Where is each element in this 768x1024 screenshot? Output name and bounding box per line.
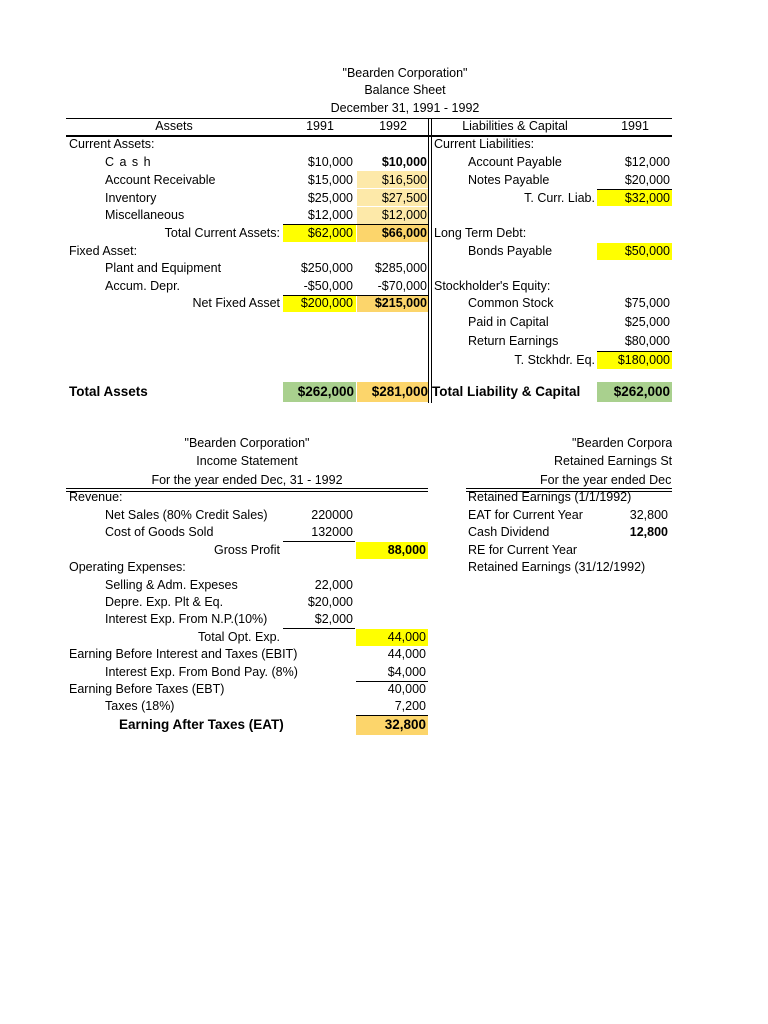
bs-left-value-1992: $215,000 xyxy=(374,296,427,310)
is-row-label: Taxes (18%) xyxy=(105,699,175,713)
bs-header-liab-1991: 1991 xyxy=(621,119,649,133)
bs-divider xyxy=(431,118,432,403)
bs-header-liab: Liabilities & Capital xyxy=(462,119,568,133)
re-row-label: Retained Earnings (31/12/1992) xyxy=(468,560,646,574)
bs-left-value-1991: $25,000 xyxy=(307,191,353,205)
is-row-total: 88,000 xyxy=(387,543,426,557)
is-row-label: Selling & Adm. Expeses xyxy=(105,578,238,592)
is-row-label: Interest Exp. From Bond Pay. (8%) xyxy=(105,665,298,679)
bs-left-label: Miscellaneous xyxy=(105,208,185,222)
bs-left-label: Inventory xyxy=(105,191,157,205)
bs-left-value-1991: $12,000 xyxy=(307,208,353,222)
is-row-label: Total Opt. Exp. xyxy=(198,630,280,644)
is-row-total: 44,000 xyxy=(387,647,426,661)
bs-title: "Bearden Corporation" xyxy=(342,66,468,80)
re-row-label: EAT for Current Year xyxy=(468,508,583,522)
is-row-amount: 22,000 xyxy=(314,578,353,592)
bs-right-label: Notes Payable xyxy=(468,173,550,187)
is-row-total: 40,000 xyxy=(387,682,426,696)
bs-right-label: Return Earnings xyxy=(468,334,559,348)
bs-header-line-top xyxy=(66,118,672,119)
bs-header-1991: 1991 xyxy=(306,119,334,133)
re-row-label: RE for Current Year xyxy=(468,543,578,557)
is-row-label: Net Sales (80% Credit Sales) xyxy=(105,508,268,522)
bs-left-value-1992: $12,000 xyxy=(381,208,427,222)
bs-total-liab-1991: $262,000 xyxy=(613,384,670,399)
bs-right-value: $20,000 xyxy=(624,173,670,187)
bs-left-value-1991: $15,000 xyxy=(307,173,353,187)
bs-left-value-1991: -$50,000 xyxy=(303,279,353,293)
bs-total-liab-label: Total Liability & Capital xyxy=(432,384,581,399)
bs-right-value: $12,000 xyxy=(624,155,670,169)
bs-left-value-1992: $285,000 xyxy=(374,261,427,275)
is-subtotal-line xyxy=(283,628,355,629)
bs-left-value-1992: -$70,000 xyxy=(377,279,427,293)
bs-left-label: Total Current Assets: xyxy=(164,226,280,240)
re-period: For the year ended Dec xyxy=(540,473,672,487)
bs-left-label: Plant and Equipment xyxy=(105,261,222,275)
bs-right-value: $32,000 xyxy=(624,191,670,205)
bs-header-assets: Assets xyxy=(155,119,193,133)
bs-left-value-1992: $66,000 xyxy=(381,226,427,240)
bs-right-label: Long Term Debt: xyxy=(434,226,527,240)
bs-right-label: T. Stckhdr. Eq. xyxy=(514,353,595,367)
is-subtotal-line xyxy=(283,541,355,542)
bs-header-1992: 1992 xyxy=(379,119,407,133)
bs-subtitle: Balance Sheet xyxy=(364,83,446,97)
bs-left-value-1992: $10,000 xyxy=(381,155,427,169)
bs-total-assets-1992: $281,000 xyxy=(371,384,428,399)
bs-right-value: $25,000 xyxy=(624,315,670,329)
bs-left-label: Fixed Asset: xyxy=(69,244,138,258)
is-row-label: Depre. Exp. Plt & Eq. xyxy=(105,595,224,609)
bs-divider xyxy=(428,118,429,403)
is-row-amount: 132000 xyxy=(311,525,353,539)
bs-right-value: $50,000 xyxy=(624,244,670,258)
bs-header-line-bottom xyxy=(66,135,672,137)
is-row-label: Gross Profit xyxy=(214,543,280,557)
is-row-total: 32,800 xyxy=(384,717,426,732)
bs-left-value-1991: $62,000 xyxy=(307,226,353,240)
re-row-label: Cash Dividend xyxy=(468,525,550,539)
bs-left-value-1991: $250,000 xyxy=(300,261,353,275)
bs-right-label: Stockholder's Equity: xyxy=(434,279,551,293)
is-row-total: 44,000 xyxy=(387,630,426,644)
is-row-label: Earning Before Taxes (EBT) xyxy=(69,682,225,696)
is-row-amount: $20,000 xyxy=(307,595,353,609)
bs-left-label: Current Assets: xyxy=(69,137,155,151)
bs-right-label: Bonds Payable xyxy=(468,244,553,258)
re-title: "Bearden Corpora xyxy=(572,436,672,450)
is-row-label: Revenue: xyxy=(69,490,123,504)
bs-left-value-1991: $10,000 xyxy=(307,155,353,169)
bs-left-label: C a s h xyxy=(105,155,152,169)
bs-total-assets-1991: $262,000 xyxy=(297,384,354,399)
bs-left-value-1992: $16,500 xyxy=(381,173,427,187)
bs-left-label: Net Fixed Asset xyxy=(192,296,280,310)
bs-left-value-1991: $200,000 xyxy=(300,296,353,310)
bs-total-assets-label: Total Assets xyxy=(69,384,148,399)
is-row-total: $4,000 xyxy=(387,665,426,679)
is-row-label: Earning After Taxes (EAT) xyxy=(119,717,284,732)
bs-left-value-1992: $27,500 xyxy=(381,191,427,205)
re-row-amount: 32,800 xyxy=(629,508,668,522)
re-row-label: Retained Earnings (1/1/1992) xyxy=(468,490,632,504)
is-row-label: Interest Exp. From N.P.(10%) xyxy=(105,612,268,626)
is-row-amount: $2,000 xyxy=(314,612,353,626)
is-row-label: Cost of Goods Sold xyxy=(105,525,214,539)
bs-left-label: Account Receivable xyxy=(105,173,216,187)
bs-right-label: T. Curr. Liab. xyxy=(524,191,595,205)
bs-period: December 31, 1991 - 1992 xyxy=(330,101,480,115)
re-subtitle: Retained Earnings St xyxy=(554,454,672,468)
bs-right-label: Account Payable xyxy=(468,155,562,169)
bs-right-value: $180,000 xyxy=(617,353,670,367)
bs-right-value: $75,000 xyxy=(624,296,670,310)
is-row-amount: 220000 xyxy=(311,508,353,522)
bs-left-label: Accum. Depr. xyxy=(105,279,181,293)
is-row-total: 7,200 xyxy=(394,699,426,713)
is-period: For the year ended Dec, 31 - 1992 xyxy=(151,473,343,487)
is-row-label: Earning Before Interest and Taxes (EBIT) xyxy=(69,647,298,661)
bs-right-label: Paid in Capital xyxy=(468,315,549,329)
bs-right-label: Current Liabilities: xyxy=(434,137,535,151)
bs-right-label: Common Stock xyxy=(468,296,554,310)
re-row-amount: 12,800 xyxy=(629,525,668,539)
is-row-label: Operating Expenses: xyxy=(69,560,186,574)
bs-right-value: $80,000 xyxy=(624,334,670,348)
is-subtitle: Income Statement xyxy=(196,454,298,468)
is-title: "Bearden Corporation" xyxy=(184,436,310,450)
